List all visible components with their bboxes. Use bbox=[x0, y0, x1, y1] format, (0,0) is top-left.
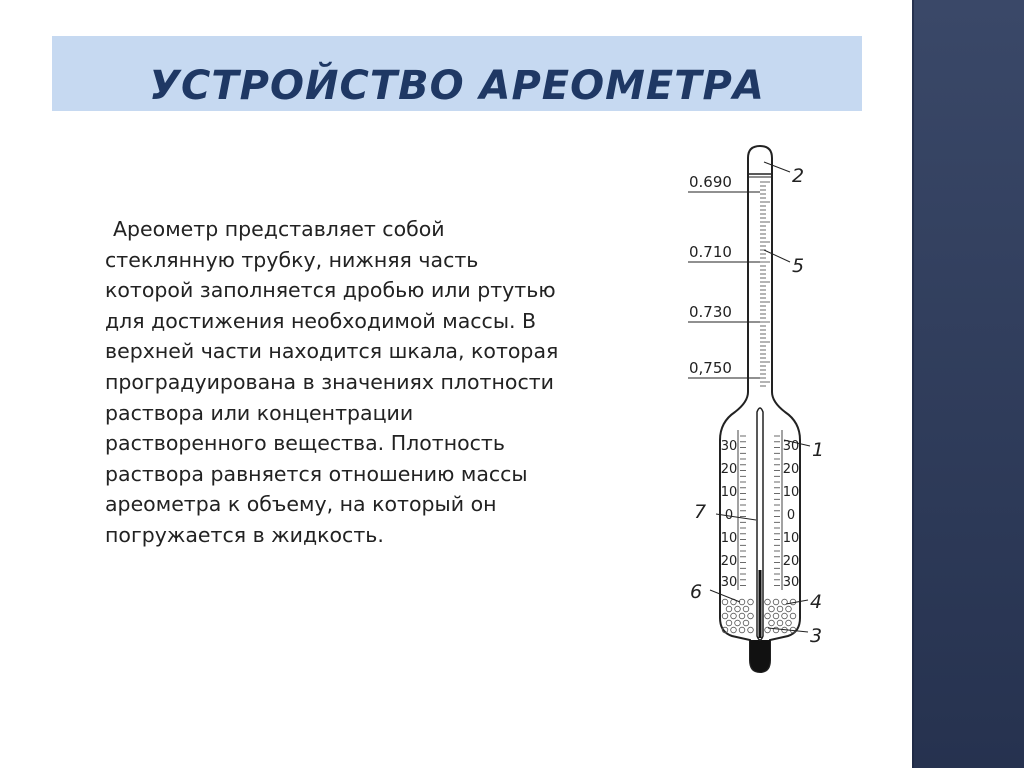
callout-label: 2 bbox=[792, 165, 805, 187]
temp-scale-right-label: 30 bbox=[782, 575, 800, 590]
density-label: 0.690 bbox=[689, 173, 732, 191]
temp-scale-left-label: 10 bbox=[720, 531, 738, 546]
shot-pellet bbox=[726, 606, 732, 612]
shot-pellet bbox=[773, 599, 779, 605]
decorative-side-band bbox=[912, 0, 1024, 768]
density-label: 0.730 bbox=[689, 303, 732, 321]
hydrometer-diagram bbox=[680, 140, 860, 680]
title-bar bbox=[52, 36, 862, 111]
shot-pellet bbox=[739, 613, 745, 619]
temp-scale-left-label: 20 bbox=[720, 554, 738, 569]
shot-pellet bbox=[786, 606, 792, 612]
temp-scale-right-label: 10 bbox=[782, 531, 800, 546]
shot-pellet bbox=[735, 620, 741, 626]
shot-pellet bbox=[722, 613, 728, 619]
shot-pellet bbox=[777, 606, 783, 612]
shot-pellet bbox=[743, 620, 749, 626]
temp-scale-right-label: 20 bbox=[782, 462, 800, 477]
shot-pellet bbox=[773, 627, 779, 633]
hydrometer-drawing bbox=[680, 140, 860, 680]
callout-label: 1 bbox=[812, 439, 825, 461]
shot-pellet bbox=[773, 613, 779, 619]
callout-label: 6 bbox=[690, 581, 703, 603]
shot-pellet bbox=[731, 613, 737, 619]
temp-scale-left-label: 30 bbox=[720, 575, 738, 590]
temp-scale-left-label: 0 bbox=[724, 508, 734, 523]
temp-scale-right-label: 0 bbox=[786, 508, 796, 523]
shot-pellet bbox=[769, 620, 775, 626]
temp-scale-right-label: 20 bbox=[782, 554, 800, 569]
shot-pellet bbox=[786, 620, 792, 626]
shot-pellet bbox=[743, 606, 749, 612]
shot-pellet bbox=[735, 606, 741, 612]
shot-pellet bbox=[748, 627, 754, 633]
callout-label: 4 bbox=[810, 591, 823, 613]
temp-scale-right-label: 10 bbox=[782, 485, 800, 500]
density-label: 0,750 bbox=[689, 359, 732, 377]
temp-scale-right-label: 30 bbox=[782, 439, 800, 454]
shot-pellet bbox=[769, 606, 775, 612]
callout-label: 3 bbox=[810, 625, 823, 647]
shot-pellet bbox=[748, 599, 754, 605]
density-label: 0.710 bbox=[689, 243, 732, 261]
shot-pellet bbox=[739, 627, 745, 633]
callout-label: 7 bbox=[694, 501, 707, 523]
shot-pellet bbox=[790, 613, 796, 619]
shot-pellet bbox=[748, 613, 754, 619]
body-paragraph: Ареометр представляет собой стеклянную трубку, нижняя часть которой заполняется дробью или ртутью для достижения необходимой массы. В верхней части находится шкала, которая проградуирована в значениях плотности раствора или концентрации растворенного вещества. Плотность раствора равняется отношению массы ареометра к объему, на который он погружается в жидкость. bbox=[105, 217, 559, 547]
shot-pellet bbox=[777, 620, 783, 626]
temp-scale-left-label: 30 bbox=[720, 439, 738, 454]
callout-label: 5 bbox=[792, 255, 805, 277]
temp-scale-left-label: 10 bbox=[720, 485, 738, 500]
shot-pellet bbox=[726, 620, 732, 626]
shot-pellet bbox=[731, 627, 737, 633]
shot-pellet bbox=[765, 613, 771, 619]
temp-scale-left-label: 20 bbox=[720, 462, 738, 477]
shot-pellet bbox=[722, 599, 728, 605]
shot-pellet bbox=[739, 599, 745, 605]
shot-pellet bbox=[782, 613, 788, 619]
slide-title: УСТРОЙСТВО АРЕОМЕТРА bbox=[149, 63, 765, 109]
shot-pellet bbox=[765, 599, 771, 605]
